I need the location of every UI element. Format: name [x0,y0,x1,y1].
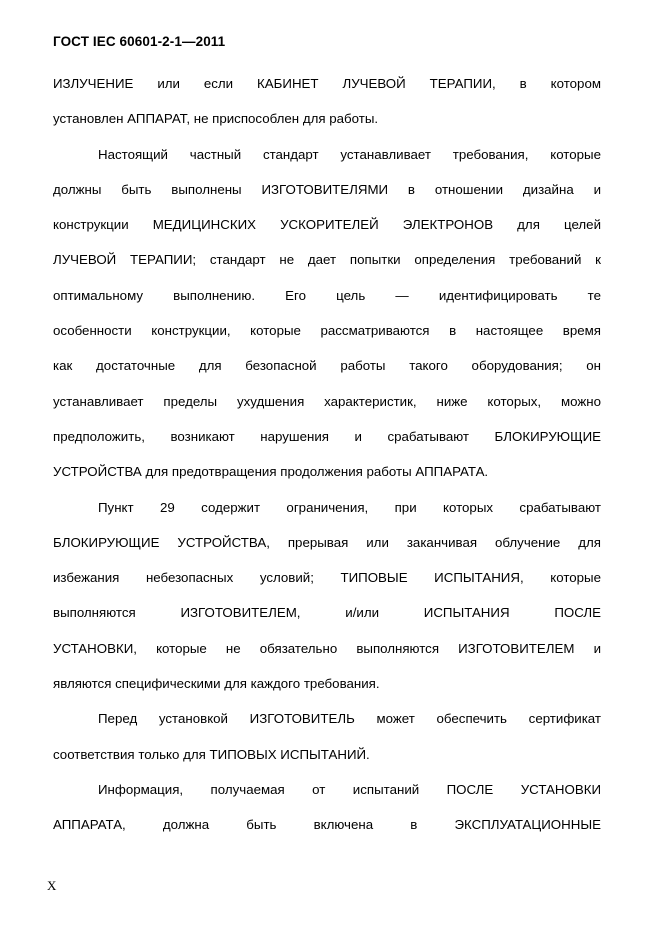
text-line: ИЗЛУЧЕНИЕ или если КАБИНЕТ ЛУЧЕВОЙ ТЕРАПИИ, в котором [53,76,601,91]
text-line: избежания небезопасных условий; ТИПОВЫЕ ИСПЫТАНИЯ, которые [53,570,601,586]
text-line: оптимальному выполнению. Его цель — идентифицировать те [53,287,601,303]
text-line: предположить, возникают нарушения и срабатывают БЛОКИРУЮЩИЕ [53,428,601,444]
page-running-header: ГОСТ IEC 60601-2-1—2011 [53,34,226,49]
text-line: Настоящий частный стандарт устанавливает требования, которые [98,146,601,162]
text-line: Пункт 29 содержит ограничения, при которых срабатывают [98,499,601,515]
text-line: УСТАНОВКИ, которые не обязательно выполняются ИЗГОТОВИТЕЛЕМ и [53,640,601,656]
text-line: БЛОКИРУЮЩИЕ УСТРОЙСТВА, прерывая или заканчивая облучение для [53,534,601,550]
text-line: УСТРОЙСТВА для предотвращения продолжения работы АППАРАТА. [53,464,489,480]
page-number: X [47,878,57,893]
text-line: являются специфическими для каждого требования. [53,676,380,692]
text-line: установлен АППАРАТ, не приспособлен для работы. [53,111,379,127]
text-line: Информация, получаемая от испытаний ПОСЛЕ УСТАНОВКИ [98,781,601,797]
text-line: соответствия только для ТИПОВЫХ ИСПЫТАНИЙ. [53,746,370,762]
text-line: АППАРАТА, должна быть включена в ЭКСПЛУАТАЦИОННЫЕ [53,817,601,833]
text-line: особенности конструкции, которые рассматриваются в настоящее время [53,323,601,339]
text-line-list [53,66,601,843]
document-body [53,66,601,843]
text-line: ЛУЧЕВОЙ ТЕРАПИИ; стандарт не дает попытки определения требований к [53,252,601,268]
text-line: Перед установкой ИЗГОТОВИТЕЛЬ может обеспечить сертификат [98,711,601,727]
text-line: конструкции МЕДИЦИНСКИХ УСКОРИТЕЛЕЙ ЭЛЕКТРОНОВ для целей [53,217,601,233]
text-line: устанавливает пределы ухудшения характеристик, ниже которых, можно [53,393,601,409]
text-line: должны быть выполнены ИЗГОТОВИТЕЛЯМИ в отношении дизайна и [53,181,601,197]
text-line: выполняются ИЗГОТОВИТЕЛЕМ, и/или ИСПЫТАНИЯ ПОСЛЕ [53,605,601,621]
text-line: как достаточные для безопасной работы такого оборудования; он [53,358,601,374]
